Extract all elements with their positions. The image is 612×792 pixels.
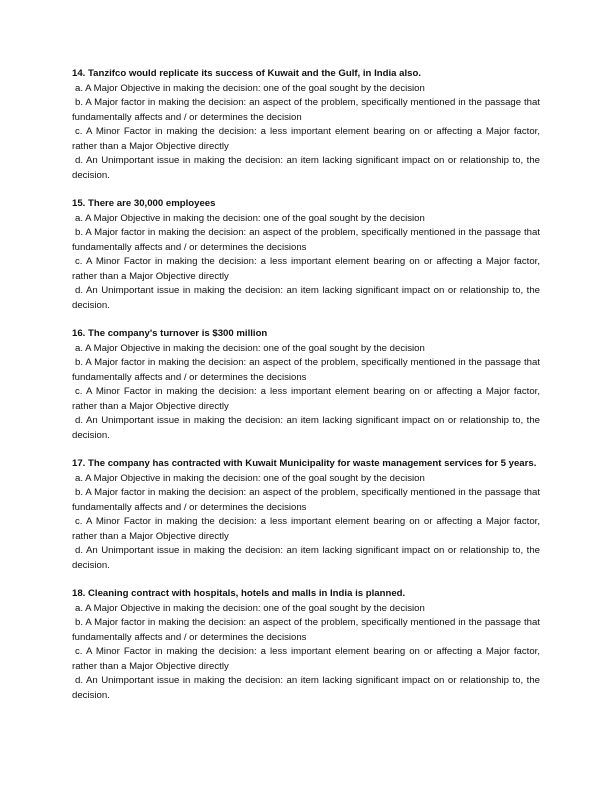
question-block [72,67,540,183]
question-block [72,587,540,703]
option-b: b. A Major factor in making the decision: an aspect of the problem, specifically mentioned in the passage that fundamentally affects and / or determines the decisions [72,227,540,253]
question-title: 15. There are 30,000 employees [72,198,216,209]
option-a: a. A Major Objective in making the decision: one of the goal sought by the decision [75,472,425,484]
option-d: d. An Unimportant issue in making the decision: an item lacking significant impact on or relationship to, the decision. [72,545,540,571]
question-block [72,327,540,443]
option-a: a. A Major Objective in making the decision: one of the goal sought by the decision [75,82,425,94]
option-d: d. An Unimportant issue in making the decision: an item lacking significant impact on or relationship to, the decision. [72,155,540,181]
option-c: c. A Minor Factor in making the decision: a less important element bearing on or affecting a Major factor, rather than a Major Objective directly [72,646,540,672]
document-page [72,67,540,717]
option-d: d. An Unimportant issue in making the decision: an item lacking significant impact on or relationship to, the decision. [72,675,540,701]
question-block [72,197,540,313]
option-c: c. A Minor Factor in making the decision: a less important element bearing on or affecting a Major factor, rather than a Major Objective directly [72,126,540,152]
option-c: c. A Minor Factor in making the decision: a less important element bearing on or affecting a Major factor, rather than a Major Objective directly [72,386,540,412]
question-title: 16. The company's turnover is $300 million [72,328,268,339]
option-c: c. A Minor Factor in making the decision: a less important element bearing on or affecting a Major factor, rather than a Major Objective directly [72,256,540,282]
option-a: a. A Major Objective in making the decision: one of the goal sought by the decision [75,602,425,614]
option-b: b. A Major factor in making the decision: an aspect of the problem, specifically mentioned in the passage that fundamentally affects and / or determines the decisions [72,617,540,643]
option-b: b. A Major factor in making the decision: an aspect of the problem, specifically mentioned in the passage that fundamentally affects and / or determines the decision [72,97,540,123]
question-title: 14. Tanzifco would replicate its success of Kuwait and the Gulf, in India also. [72,68,421,79]
option-a: a. A Major Objective in making the decision: one of the goal sought by the decision [75,212,425,224]
option-d: d. An Unimportant issue in making the decision: an item lacking significant impact on or relationship to, the decision. [72,285,540,311]
option-b: b. A Major factor in making the decision: an aspect of the problem, specifically mentioned in the passage that fundamentally affects and / or determines the decisions [72,487,540,513]
question-title: 18. Cleaning contract with hospitals, hotels and malls in India is planned. [72,588,406,599]
question-block [72,457,540,573]
option-a: a. A Major Objective in making the decision: one of the goal sought by the decision [75,342,425,354]
question-title: 17. The company has contracted with Kuwait Municipality for waste management services for 5 years. [72,458,537,469]
option-c: c. A Minor Factor in making the decision: a less important element bearing on or affecting a Major factor, rather than a Major Objective directly [72,516,540,542]
option-d: d. An Unimportant issue in making the decision: an item lacking significant impact on or relationship to, the decision. [72,415,540,441]
option-b: b. A Major factor in making the decision: an aspect of the problem, specifically mentioned in the passage that fundamentally affects and / or determines the decisions [72,357,540,383]
